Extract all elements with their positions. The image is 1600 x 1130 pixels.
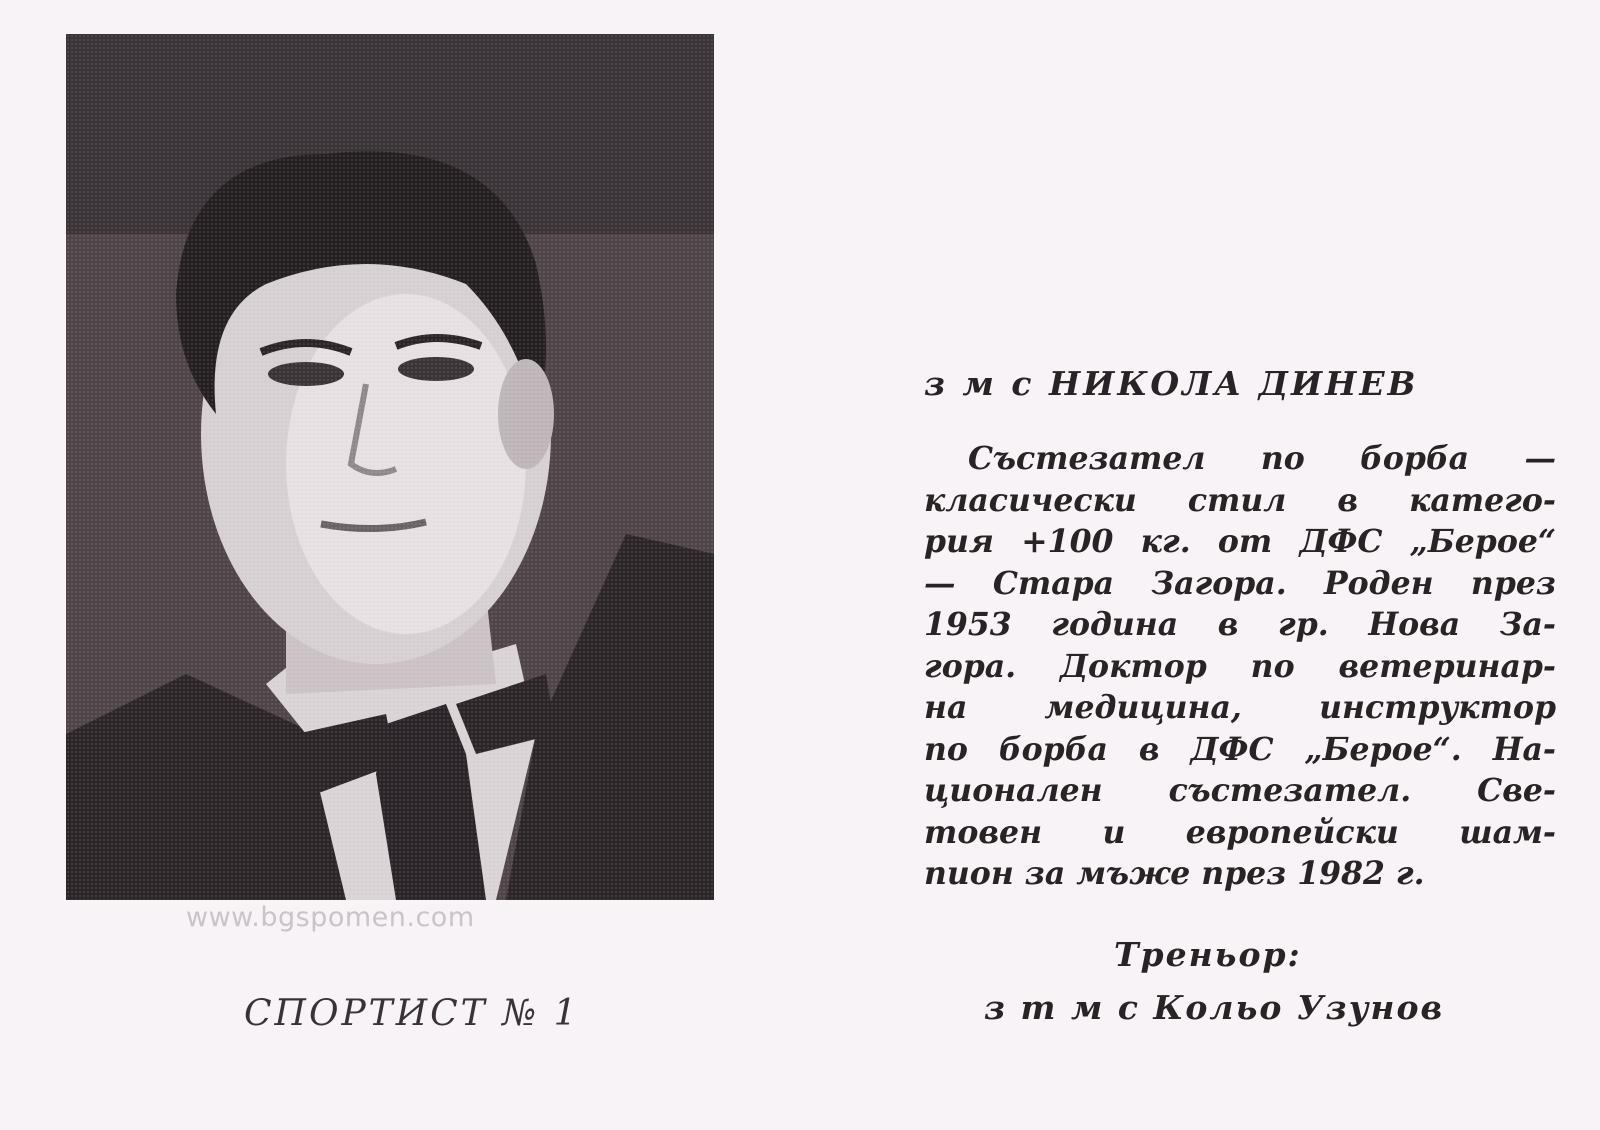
athlete-name: з м с НИКОЛА ДИНЕВ [924,364,1419,403]
bio-line: класически стил в катего- [924,481,1556,519]
athlete-biography [924,438,1556,895]
bio-line: товен и европейски шам- [924,813,1556,851]
bio-line: 1953 година в гр. Нова За- [924,606,1556,643]
photo-caption: СПОРТИСТ № 1 [244,993,580,1034]
athlete-portrait-photo [66,34,714,900]
coach-name: з т м с Кольо Узунов [984,988,1445,1027]
bio-line: на медицина, инструктор [924,689,1556,726]
bio-line: рия +100 кг. от ДФС „Берое“ [924,523,1556,560]
watermark-text: www.bgspomen.com [186,902,475,933]
portrait-illustration [66,34,714,900]
bio-line: ционален състезател. Све- [924,772,1556,809]
bio-line: пион за мъже през 1982 г. [924,855,1425,892]
bio-line: по борба в ДФС „Берое“. На- [924,730,1556,768]
bio-line: Състезател по борба — [968,440,1556,477]
bio-line: — Стара Загора. Роден през [924,564,1556,602]
coach-label: Треньор: [1114,935,1302,974]
bio-line: гора. Доктор по ветеринар- [924,647,1556,685]
